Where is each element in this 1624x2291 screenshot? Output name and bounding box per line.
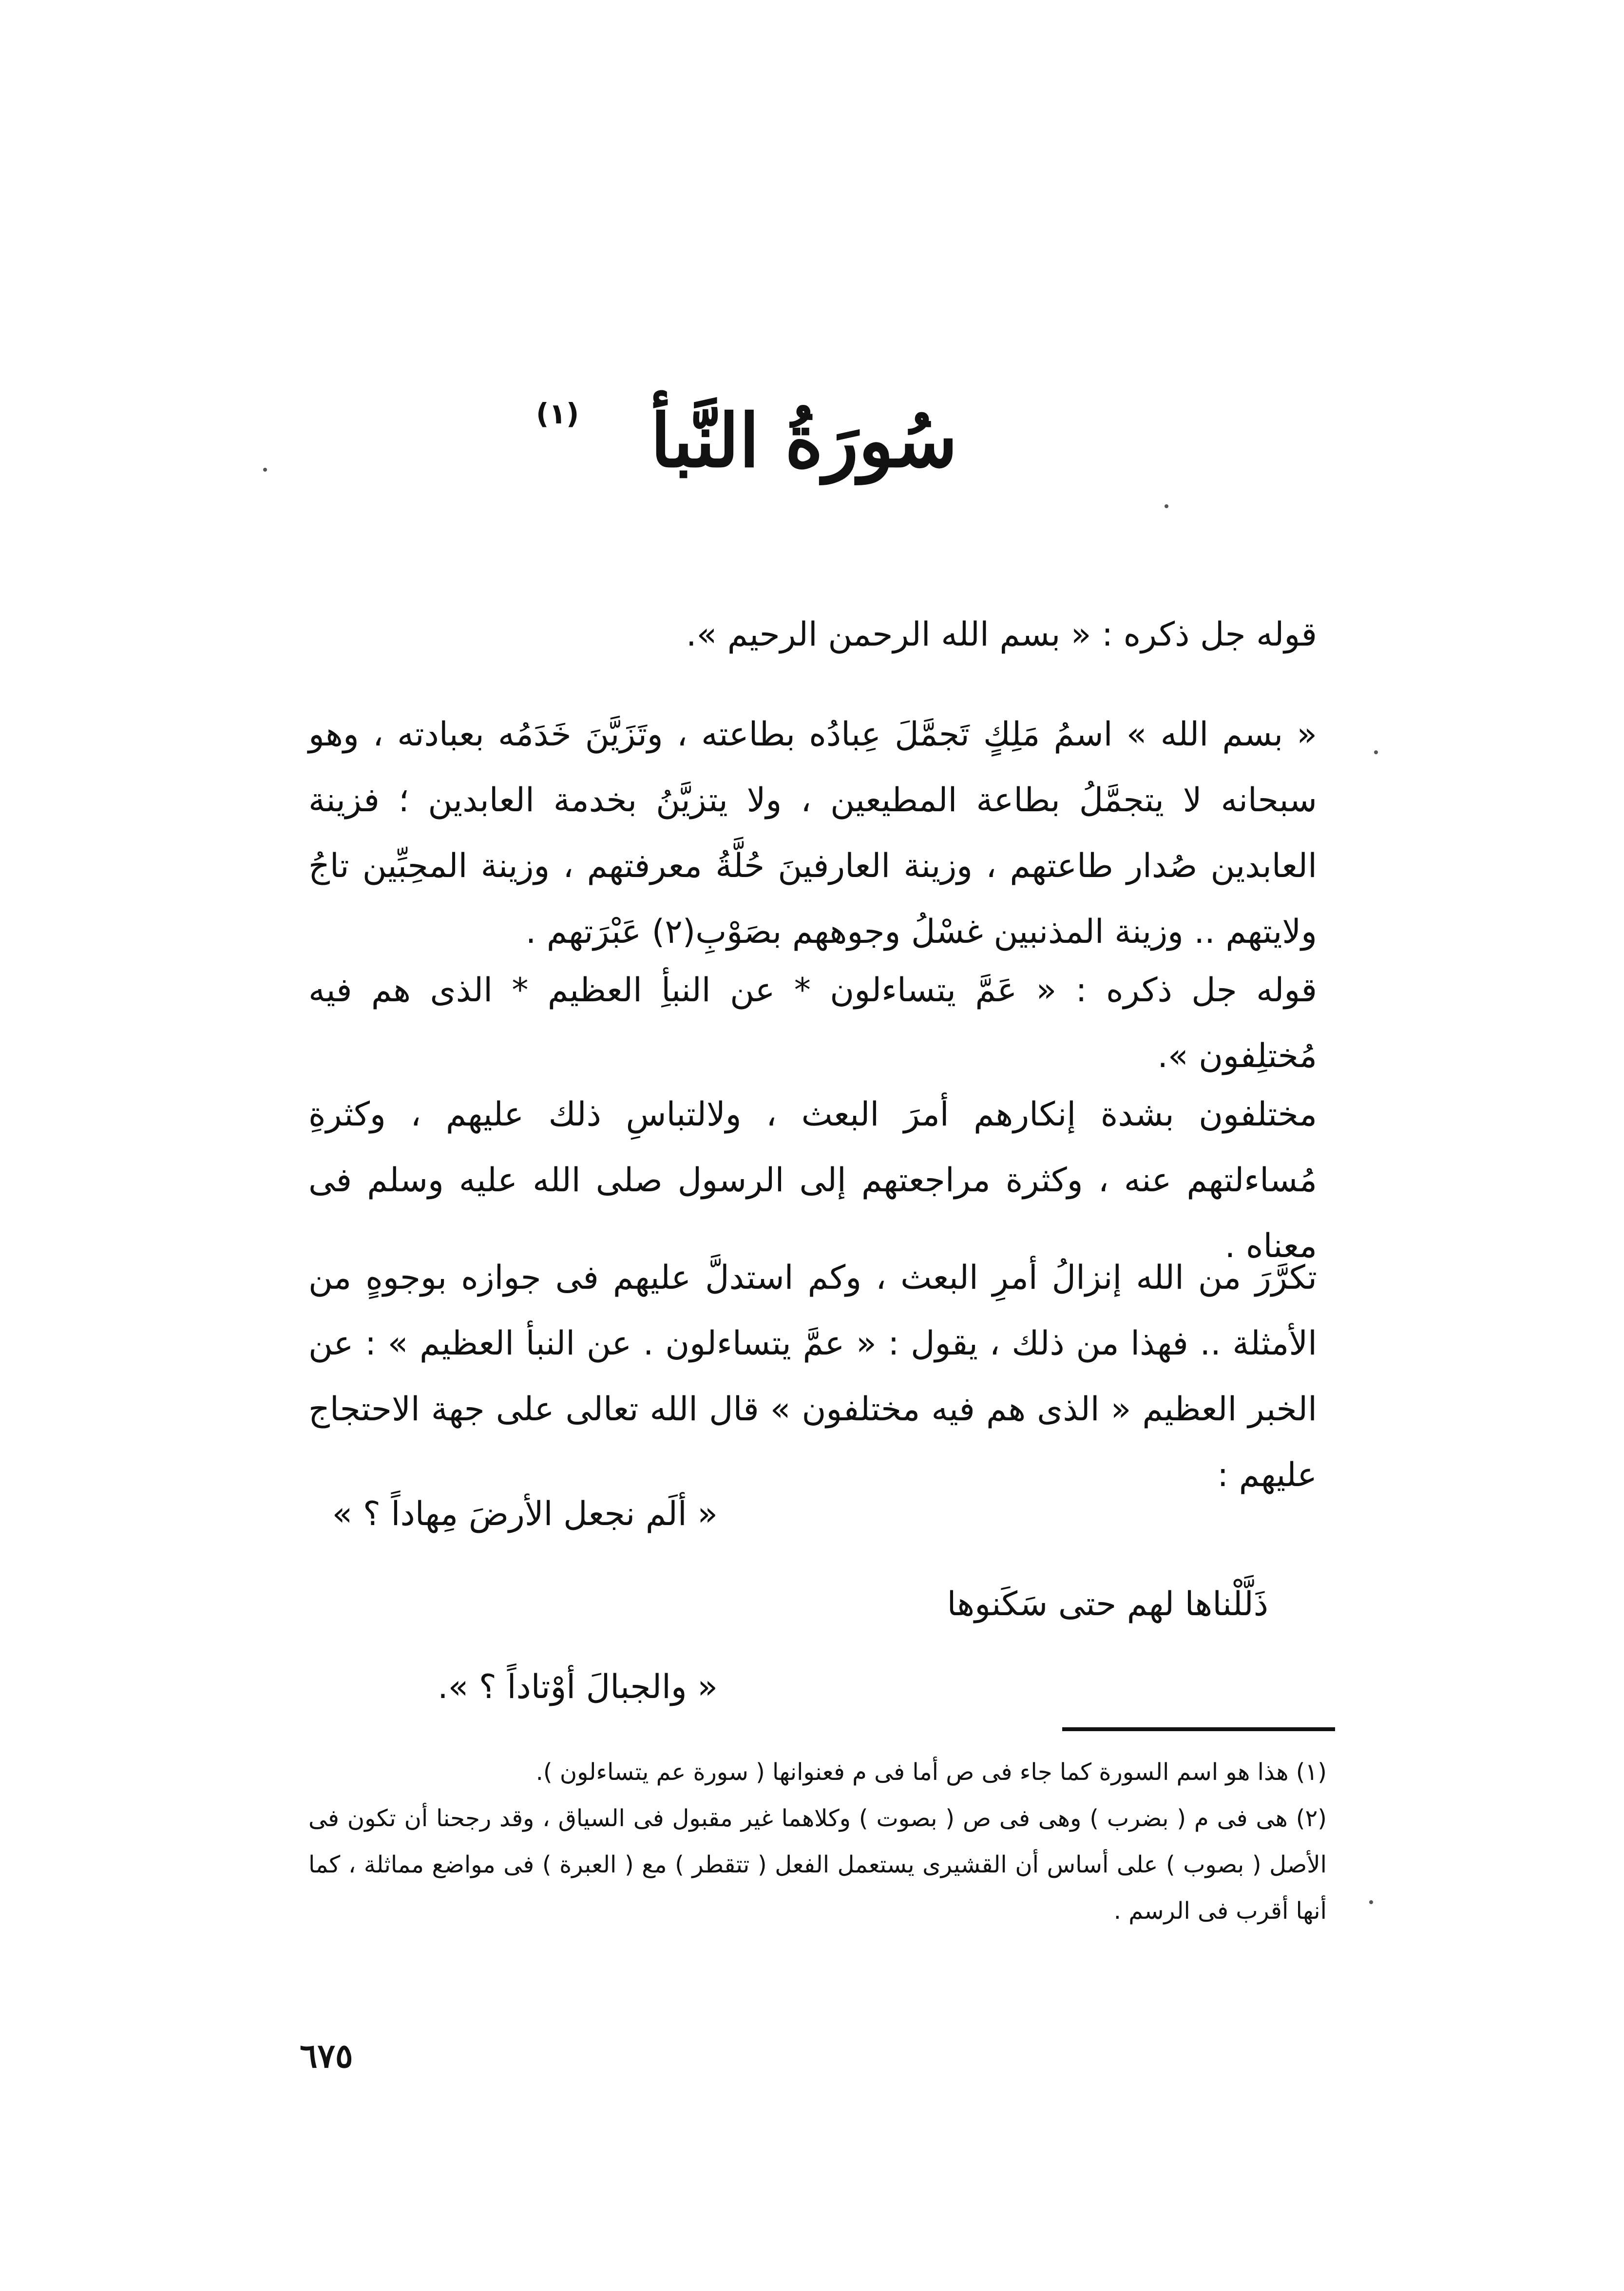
paragraph-basmala-heading: قوله جل ذكره : « بسم الله الرحمن الرحيم ». [686, 615, 1317, 654]
verse-mountains: « والجبالَ أوْتاداً ؟ ». [438, 1668, 718, 1706]
paragraph-disagreement: مختلفون بشدة إنكارهم أمرَ البعث ، ولالتباسِ ذلك عليهم ، وكثرةِ مُساءلتهم عنه ، وكثرة مراجعتهم إلى الرسول صلى الله عليه وسلم فى معناه . [308, 1095, 1317, 1265]
scan-speck [1374, 750, 1378, 754]
verse-earth: « ألَم نجعل الأرضَ مِهاداً ؟ » [332, 1495, 718, 1533]
paragraph-verse-heading: قوله جل ذكره : « عَمَّ يتساءلون * عن النبأِ العظيم * الذى هم فيه مُختلِفون ». [308, 971, 1317, 1075]
paragraph-resurrection: تكرَّرَ من الله إنزالُ أمرِ البعث ، وكم استدلَّ عليهم فى جوازه بوجوهٍ من الأمثلة .. فهذا من ذلك ، يقول : « عمَّ يتساءلون . عن النبأ العظيم » : عن الخبر العظيم « الذى هم فيه مختلفون » قال الله تعالى على جهة الاحتجاج عليهم : [308, 1259, 1317, 1494]
footnote-2: (٢) هى فى م ( بضرب ) وهى فى ص ( بصوت ) وكلاهما غير مقبول فى السياق ، وقد رجحنا أن تكون فى الأصل ( بصوب ) على أساس أن القشيرى يستعمل الفعل ( تتقطر ) مع ( العبرة ) فى مواضع مماثلة ، كما أنها أقرب فى الرسم . [308, 1805, 1327, 1925]
scan-speck [1165, 504, 1168, 508]
scan-speck [263, 468, 267, 472]
footnote-1: (١) هذا هو اسم السورة كما جاء فى ص أما فى م فعنوانها ( سورة عم يتساءلون ). [535, 1758, 1327, 1786]
paragraph-basmala-commentary: « بسم الله » اسمُ مَلِكٍ تَجمَّلَ عِبادُه بطاعته ، وتَزَيَّنَ خَدَمُه بعبادته ، وهو سبحانه لا يتجمَّلُ بطاعة المطيعين ، ولا يتزيَّنُ بخدمة العابدين ؛ فزينة العابدين صُدار طاعتهم ، وزينة العارفينَ حُلَّةُ معرفتهم ، وزينة المحِبِّين تاجُ ولايتهم .. وزينة المذنبين غسْلُ وجوههم بصَوْبِ(٢) عَبْرَتهم . [308, 715, 1317, 951]
footnote-separator [1062, 1727, 1335, 1731]
verse-earth-commentary: ذَلَّلْناها لهم حتى سَكَنوها [947, 1585, 1268, 1623]
surah-title-block [536, 397, 1072, 521]
page-number: ٦٧٥ [300, 2037, 353, 2076]
scan-speck [1369, 1900, 1373, 1904]
surah-title: سُورَةُ النَّبأ [650, 398, 958, 484]
footnotes [308, 1749, 1327, 1934]
title-footnote-marker: (١) [536, 397, 579, 430]
